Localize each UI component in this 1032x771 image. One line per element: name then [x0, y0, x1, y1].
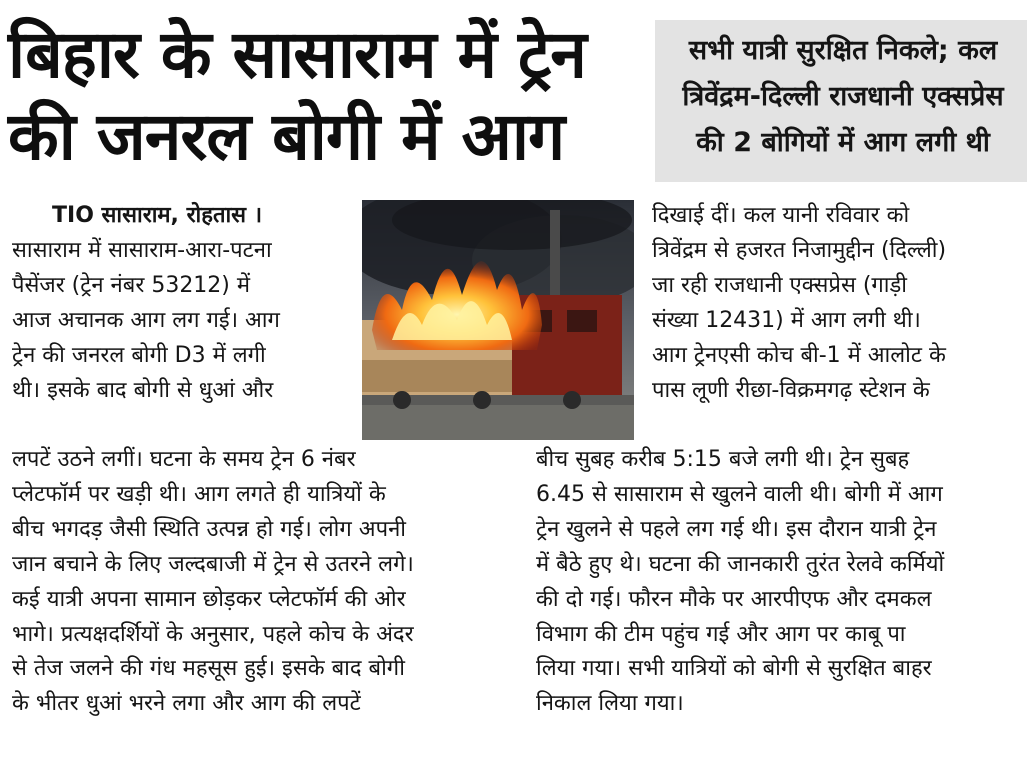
- fire-icon: [362, 200, 634, 440]
- body-line: की दो गई। फौरन मौके पर आरपीएफ और दमकल: [536, 586, 932, 612]
- body-line: थी। इसके बाद बोगी से धुआं और: [12, 377, 274, 403]
- kicker-line-3: की 2 बोगियों में आग लगी थी: [696, 127, 990, 158]
- kicker-line-1: सभी यात्री सुरक्षित निकले; कल: [688, 35, 998, 66]
- body-line: ट्रेन खुलने से पहले लग गई थी। इस दौरान यात्री ट्रेन: [536, 516, 937, 542]
- body-line: कई यात्री अपना सामान छोड़कर प्लेटफॉर्म की ओर: [12, 586, 406, 612]
- body-line: बीच भगदड़ जैसी स्थिति उत्पन्न हो गई। लोग अपनी: [12, 516, 406, 542]
- body-line: विभाग की टीम पहुंच गई और आग पर काबू पा: [536, 621, 906, 647]
- body-line: पास लूणी रीछा-विक्रमगढ़ स्टेशन के: [652, 377, 930, 403]
- burning-train-photo: [362, 200, 634, 440]
- body-line: संख्या 12431) में आग लगी थी।: [652, 307, 921, 333]
- dateline: TIO सासाराम, रोहतास ।: [52, 203, 263, 228]
- body-line: आग ट्रेनएसी कोच बी-1 में आलोट के: [652, 342, 946, 368]
- body-line: भागे। प्रत्यक्षदर्शियों के अनुसार, पहले कोच के अंदर: [12, 621, 414, 647]
- body-line: लपटें उठने लगीं। घटना के समय ट्रेन 6 नंबर: [12, 447, 356, 472]
- body-line: सासाराम में सासाराम-आरा-पटना: [12, 237, 272, 263]
- body-line: में बैठे हुए थे। घटना की जानकारी तुरंत रेलवे कर्मियों: [536, 551, 945, 577]
- body-line: निकाल लिया गया।: [536, 691, 684, 717]
- body-line: दिखाई दीं। कल यानी रविवार को: [652, 203, 910, 228]
- body-line: लिया गया। सभी यात्रियों को बोगी से सुरक्षित बाहर: [536, 656, 932, 682]
- article-left-bottom: [12, 443, 508, 722]
- article-right-bottom: [536, 443, 1027, 722]
- article-right-top: [652, 199, 1027, 408]
- body-line: जा रही राजधानी एक्सप्रेस (गाड़ी: [652, 272, 907, 298]
- body-line: प्लेटफॉर्म पर खड़ी थी। आग लगते ही यात्रियों के: [12, 481, 386, 507]
- article-left-top: [12, 199, 352, 408]
- kicker-box: [655, 20, 1027, 182]
- body-line: से तेज जलने की गंध महसूस हुई। इसके बाद बोगी: [12, 656, 405, 682]
- headline-line-2: की जनरल बोगी में आग: [8, 98, 565, 175]
- body-line: ट्रेन की जनरल बोगी D3 में लगी: [12, 342, 266, 368]
- headline: [8, 14, 644, 178]
- kicker-line-2: त्रिवेंद्रम-दिल्ली राजधानी एक्सप्रेस: [682, 81, 1004, 112]
- body-line: बीच सुबह करीब 5:15 बजे लगी थी। ट्रेन सुबह: [536, 447, 910, 472]
- headline-line-1: बिहार के सासाराम में ट्रेन: [8, 16, 586, 93]
- body-line: के भीतर धुआं भरने लगा और आग की लपटें: [12, 691, 361, 717]
- body-line: आज अचानक आग लग गई। आग: [12, 307, 280, 333]
- body-line: जान बचाने के लिए जल्दबाजी में ट्रेन से उतरने लगे।: [12, 551, 414, 577]
- body-line: पैसेंजर (ट्रेन नंबर 53212) में: [12, 272, 251, 298]
- body-line: त्रिवेंद्रम से हजरत निजामुद्दीन (दिल्ली): [652, 237, 947, 263]
- body-line: 6.45 से सासाराम से खुलने वाली थी। बोगी में आग: [536, 481, 943, 507]
